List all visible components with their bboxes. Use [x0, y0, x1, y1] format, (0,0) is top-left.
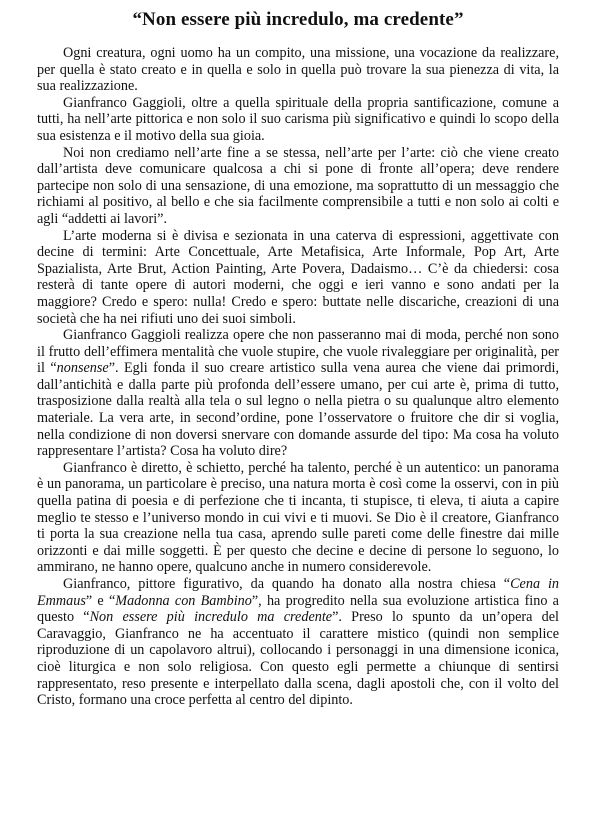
paragraph	[37, 576, 559, 709]
paragraph-text: L’arte moderna si è divisa e sezionata in una caterva di espressioni, aggettivate con decine di termini: Arte Concettuale, Arte Metafisica, Arte Informale, Pop Art, Arte Spazialista, Arte Brut, Action Painting, Arte Povera, Dadaismo… C’è da chiedersi: cosa resterà di tante opere di autori moderni, che oggi e ieri vanno e sono andati per la maggiore? Credo e spero: nulla! Credo e spero: buttate nelle discariche, creazioni di una società che ha nei rifiuti uno dei suoi simboli.	[37, 227, 559, 327]
document-page	[37, 8, 559, 709]
paragraph-text: ”, ha progredito nella sua evoluzione artistica fino a questo “	[37, 592, 559, 626]
italic-title-text: Madonna con Bambino	[115, 592, 252, 609]
paragraph	[37, 228, 559, 328]
paragraph-text: ”. Preso lo spunto da un’opera del Caravaggio, Gianfranco ne ha accentuato il carattere mistico (quindi non semplice riproduzione di un capolavoro altrui), collocando i personaggi in una dimensione iconica, cioè liturgica e non solo religiosa. Con questo egli permette a chiunque di sentirsi rappresentato, reso presente e interpellato dalla scena, dagli apostoli che, con il volto del Cristo, formano una croce perfetta al centro del dipinto.	[37, 609, 559, 709]
italic-title-text: nonsense	[56, 360, 109, 377]
paragraph	[37, 145, 559, 228]
paragraph	[37, 327, 559, 460]
paragraph-text: Ogni creatura, ogni uomo ha un compito, una missione, una vocazione da realizzare, per quella è stato creato e in quella e solo in quella può trovare la sua pienezza di vita, la sua realizzazione.	[37, 45, 559, 95]
paragraph-text: Gianfranco Gaggioli realizza opere che non passeranno mai di moda, perché non sono il frutto dell’effimera mentalità che vuole stupire, che vuole rivaleggiare per originalità, per il “	[37, 327, 559, 377]
paragraph-text: Gianfranco, pittore figurativo, da quando ha donato alla nostra chiesa “	[63, 576, 511, 592]
italic-title-text: Cena in Emmaus	[37, 576, 559, 609]
page-title: “Non essere più incredulo, ma credente”	[132, 9, 464, 30]
paragraph	[37, 460, 559, 576]
paragraph-text: Gianfranco è diretto, è schietto, perché ha talento, perché è un autentico: un panorama è un panorama, un particolare è preciso, una natura morta è così come la osservi, con in più quella patina di poesia e di perfezione che ti incanta, ti stupisce, ti eleva, ti aiuta a capire meglio te stesso e l’universo mondo in cui vivi e ti muovi. Se Dio è il creatore, Gianfranco ti porta la sua creazione nella tua casa, aprendo sulle pareti come delle finestre dai mille orizzonti e dai mille soggetti. È per questo che decine e decine di persone lo seguono, lo ammirano, ne hanno opere, qualcuno anche in numero considerevole.	[37, 459, 559, 576]
paragraph-text: Noi non crediamo nell’arte fine a se stessa, nell’arte per l’arte: ciò che viene creato dall’artista deve comunicare qualcosa a chi si pone di fronte all’opera; deve rendere partecipe non solo di una sensazione, di una emozione, ma soprattutto di un messaggio che richiami al positivo, al bello e che sia facilmente comprensibile a tutti e non solo ai colti e agli “addetti ai lavori”.	[37, 144, 559, 227]
italic-title-text: Non essere più incredulo ma credente	[89, 609, 333, 626]
paragraph-text: Gianfranco Gaggioli, oltre a quella spirituale della propria santificazione, comune a tutti, ha nell’arte pittorica e non solo il suo carisma più significativo e quindi lo scopo della sua esistenza e il motivo della sua gioia.	[37, 94, 559, 144]
document-body	[37, 45, 559, 709]
paragraph	[37, 95, 559, 145]
paragraph-text: ” e “	[85, 592, 116, 609]
paragraph-text: ”. Egli fonda il suo creare artistico sulla vena aurea che viene dai primordi, dall’antichità e dalla parte più profonda dell’essere umano, per cui arte è, prima di tutto, trasposizione dalla realtà alla tela o sul legno o nella pietra o su qualunque altro elemento materiale. La vera arte, in second’ordine, pone l’osservatore o fruitore che dir si voglia, nella condizione di non doversi snervare con domande assurde del tipo: Ma cosa ha voluto rappresentare l’artista? Cosa ha voluto dire?	[37, 360, 559, 460]
paragraph	[37, 45, 559, 95]
